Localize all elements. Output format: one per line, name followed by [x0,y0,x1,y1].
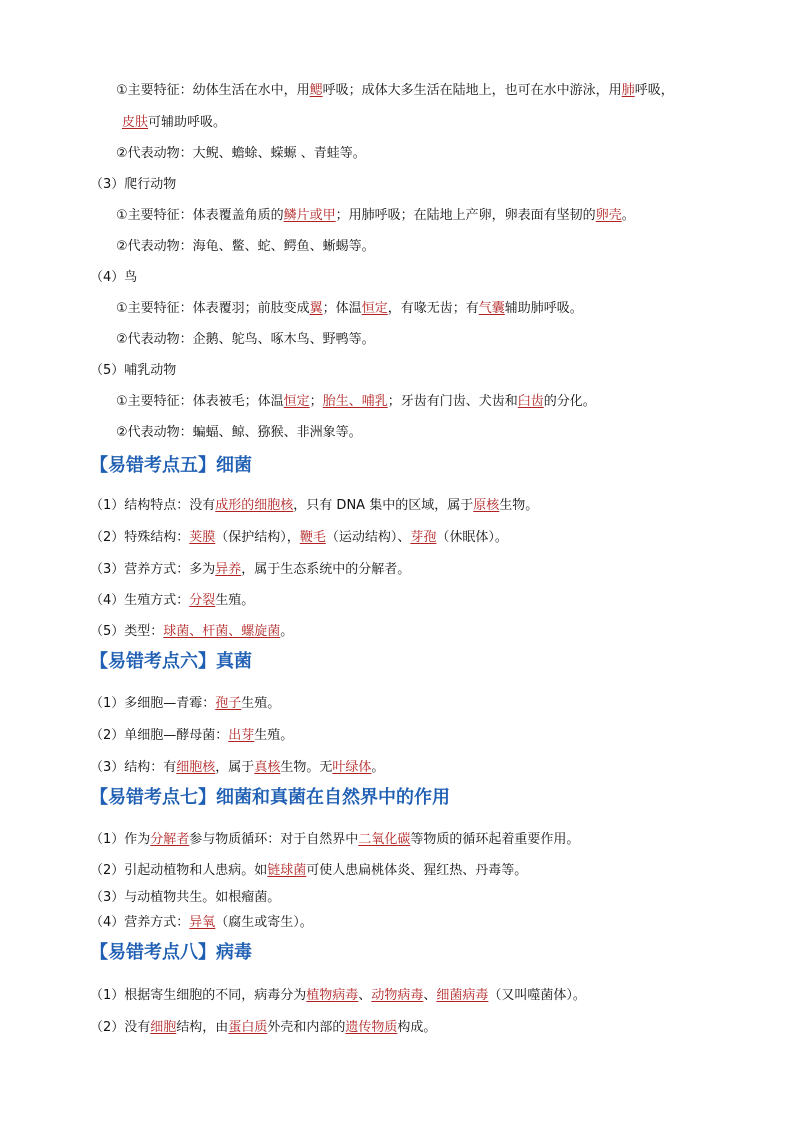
text: （5）类型： [90,624,164,639]
answer: 荚膜 [189,530,216,545]
text: 结构，由 [176,1020,229,1035]
answer-constant: 恒定 [283,394,310,409]
answer: 成形的细胞核 [215,498,294,513]
section-heading-fungi: 【易错考点六】真菌 [90,651,252,672]
text: （休眠体）。 [436,530,508,545]
answer: 出芽 [228,728,255,743]
text: 外壳和内部的 [267,1020,346,1035]
answer-scales: 鳞片或甲 [283,208,336,223]
bacteria-structure [90,497,538,515]
text: 辅助肺呼吸。 [504,301,583,316]
answer: 蛋白质 [228,1020,268,1035]
answer: 细菌病毒 [436,988,489,1003]
text: ；体温 [322,301,362,316]
text: （4）营养方式： [90,915,190,930]
text: 生殖。 [254,728,294,743]
text: 可辅助呼吸。 [148,115,227,130]
answer-lung: 肺 [621,83,635,98]
answer: 鞭毛 [299,530,326,545]
answer: 遗传物质 [345,1020,398,1035]
text: 、 [423,988,437,1003]
text: ①主要特征：体表覆羽；前肢变成 [116,301,310,316]
text: 生殖。 [215,593,255,608]
text: （1）结构特点：没有 [90,498,216,513]
section-heading-virus: 【易错考点八】病毒 [90,942,252,963]
answer-air-sac: 气囊 [478,301,505,316]
answer: 叶绿体 [332,760,372,775]
text: 。 [280,624,294,639]
answer: 分裂 [189,593,216,608]
answer: 动物病毒 [371,988,424,1003]
text: （1）根据寄生细胞的不同，病毒分为 [90,988,307,1003]
answer: 异氧 [189,915,216,930]
virus-structure [90,1019,436,1037]
fungi-unicellular [90,727,293,745]
amphibian-animals: ②代表动物：大鲵、蟾蜍、蝾螈 、青蛙等。 [116,146,366,161]
reptile-animals: ②代表动物：海龟、鳖、蛇、鳄鱼、蜥蜴等。 [116,239,375,254]
text: ；牙齿有门齿、犬齿和 [387,394,518,409]
text: ，属于 [215,760,255,775]
roles-nutrition [90,914,313,932]
answer: 孢子 [215,696,242,711]
text: 可使人患扁桃体炎、猩红热、丹毒等。 [306,863,528,878]
answer: 分解者 [150,832,190,847]
text: ； [309,394,323,409]
virus-types [90,987,586,1005]
mammal-title: （5）哺乳动物 [90,363,177,378]
roles-decomposer [90,831,579,849]
text: 生殖。 [241,696,281,711]
text: （2）没有 [90,1020,151,1035]
text: ，属于生态系统中的分解者。 [241,562,411,577]
bacteria-special-structure [90,529,508,547]
bird-title: （4）鸟 [90,270,138,285]
text: （保护结构）， [215,530,300,545]
mammal-feature-line [116,393,596,411]
text: ①主要特征：体表被毛；体温 [116,394,284,409]
answer: 细胞 [150,1020,177,1035]
answer-wing: 翼 [309,301,323,316]
bacteria-nutrition [90,561,410,579]
text: 、 [358,988,372,1003]
text: （运动结构）、 [325,530,411,545]
text: （又叫噬菌体）。 [488,988,586,1003]
text: 构成。 [397,1020,437,1035]
fungi-multicellular [90,695,280,713]
text: （4）生殖方式： [90,593,190,608]
answer: 植物病毒 [306,988,359,1003]
text: 等物质的循环起着重要作用。 [410,832,580,847]
answer: 二氧化碳 [358,832,411,847]
bird-feature-line [116,300,583,318]
text: ①主要特征：体表覆盖角质的 [116,208,284,223]
answer: 原核 [473,498,500,513]
answer-gill: 鳃 [309,83,323,98]
roles-symbiosis: （3）与动植物共生。如根瘤菌。 [90,890,281,905]
section-heading-roles: 【易错考点七】细菌和真菌在自然界中的作用 [90,787,450,808]
roles-disease [90,862,527,880]
text: 的分化。 [543,394,596,409]
text: （2）特殊结构： [90,530,190,545]
answer: 芽孢 [410,530,437,545]
answer: 真核 [254,760,281,775]
text: （2）引起动植物和人患病。如 [90,863,268,878]
bacteria-types [90,623,293,641]
text: 呼吸；成体大多生活在陆地上，也可在水中游泳，用 [322,83,622,98]
answer: 链球菌 [267,863,307,878]
text: （3）营养方式：多为 [90,562,216,577]
answer-constant: 恒定 [361,301,388,316]
text: ，只有 DNA 集中的区域，属于 [293,498,474,513]
text: 参与物质循环：对于自然界中 [189,832,359,847]
text: （1）作为 [90,832,151,847]
reptile-title: （3）爬行动物 [90,177,177,192]
bird-animals: ②代表动物：企鹅、鸵鸟、啄木鸟、野鸭等。 [116,332,375,347]
reptile-feature-line [116,207,635,225]
text: 呼吸， [634,83,674,98]
text: 生物。无 [280,760,333,775]
answer: 异养 [215,562,242,577]
answer-skin: 皮肤 [122,115,149,130]
answer-viviparous: 胎生、哺乳 [322,394,388,409]
amphibian-feature-line [116,82,674,100]
answer-molar: 臼齿 [517,394,544,409]
answer: 球菌、杆菌、螺旋菌 [163,624,281,639]
text: （3）结构：有 [90,760,177,775]
bacteria-reproduction [90,592,254,610]
text: 生物。 [499,498,539,513]
text: （1）多细胞—青霉： [90,696,216,711]
text: （2）单细胞—酵母菌： [90,728,229,743]
text: ①主要特征：幼体生活在水中，用 [116,83,310,98]
answer-shell: 卵壳 [595,208,622,223]
fungi-structure [90,759,384,777]
mammal-animals: ②代表动物：蝙蝠、鲸、猕猴、非洲象等。 [116,425,362,440]
answer: 细胞核 [176,760,216,775]
text: ，有喙无齿；有 [387,301,479,316]
text: ；用肺呼吸；在陆地上产卵，卵表面有坚韧的 [335,208,596,223]
amphibian-feature-line-2 [122,114,226,132]
text: 。 [621,208,635,223]
text: （腐生或寄生）。 [215,915,313,930]
section-heading-bacteria: 【易错考点五】细菌 [90,455,252,476]
text: 。 [371,760,385,775]
